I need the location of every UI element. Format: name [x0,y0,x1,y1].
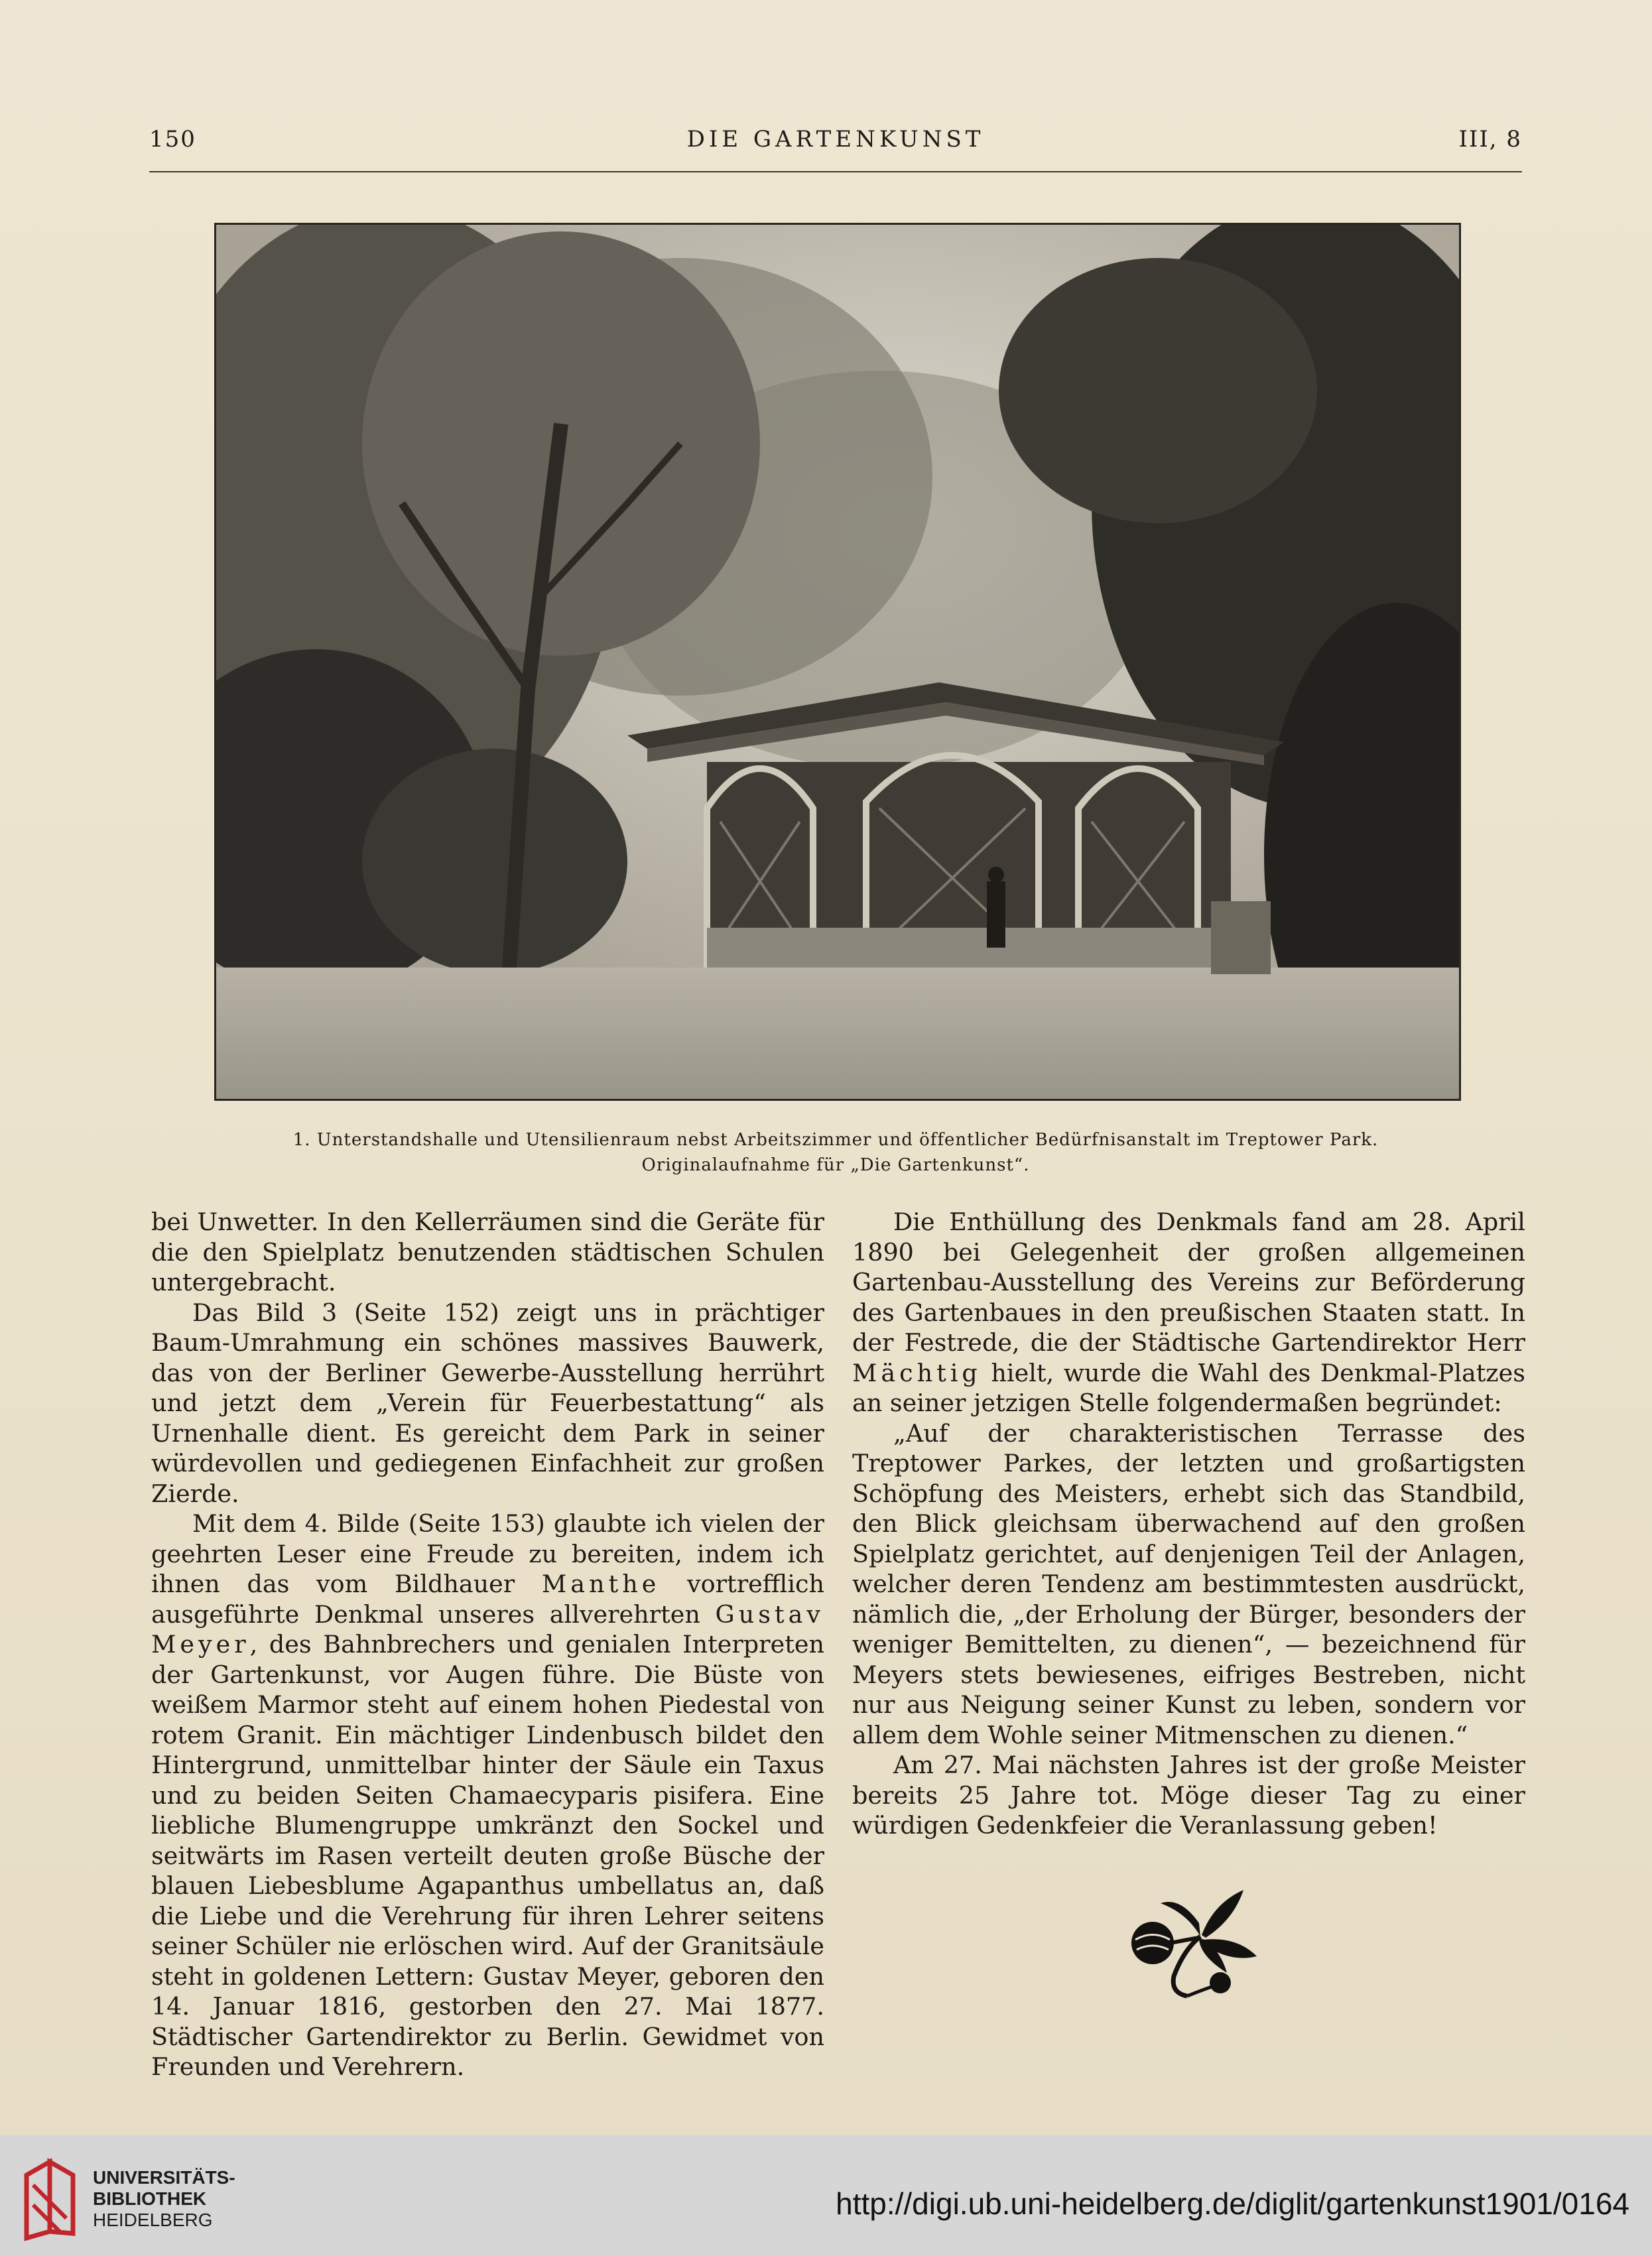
footer-bar [0,2135,1652,2256]
header-rule [149,171,1522,172]
left-p3-part-b: vortrefflich ausgeführte Denkmal unseres allverehrten [151,1570,824,1629]
left-paragraph-2: Das Bild 3 (Seite 152) zeigt uns in prächtiger Baum-Umrahmung ein schönes massives Bauwerk, das von der Berliner Gewerbe-Ausstellung herrührt und jetzt dem „Verein für Feuerbestattung“ als Urnenhalle dient. Es gereicht dem Park in seiner würdevollen und gediegenen Einfachheit zur großen Zierde. [151,1298,824,1508]
right-p1-part-a: Die Enthüllung des Denkmals fand am 28. April 1890 bei Gelegenheit der großen allgemeinen Gartenbau-Ausstellung des Vereins zur Beförderung des Gartenbaues in den preußischen Staaten statt. In der Festrede, die der Städtische Gartendirektor Herr [852,1208,1525,1357]
source-url-link[interactable]: http://digi.ub.uni-heidelberg.de/diglit/gartenkunst1901/0164 [836,2186,1629,2221]
photo-illustration [216,225,1459,1099]
left-p3-part-c: , des Bahnbrechers und genialen Interpreten der Gartenkunst, vor Augen führe. Die Büste von weißem Marmor steht auf einem hohen Piedestal von rotem Granit. Ein mächtiger Lindenbusch bildet den Hintergrund, unmittelbar hinter der Säule ein Taxus und zu beiden Seiten Chamaecyparis pisifera. Eine liebliche Blumengruppe umkränzt den Sockel und seitwärts im Rasen verteilt deuten große Büsche der blauen Liebesblume Agapanthus umbellatus an, daß die Liebe und die Verehrung für ihren Lehrer seitens seiner Schüler nie erlöschen wird. Auf der Granitsäule steht in goldenen Lettern: Gustav Meyer, geboren den 14. Januar 1816, gestorben den 27. Mai 1877. Städtischer Gartendirektor zu Berlin. Gewidmet von Freunden und Verehrern. [151,1630,824,2081]
right-p1-part-b: hielt, wurde die Wahl des Denkmal-Platzes an seiner jetzigen Stelle folgendermaßen begründet: [852,1358,1525,1417]
caption-line-2: Originalaufnahme für „Die Gartenkunst“. [641,1155,1030,1175]
volume-number: III, 8 [1458,126,1522,153]
left-paragraph-1: bei Unwetter. In den Kellerräumen sind die Geräte für die den Spielplatz benutzenden städtischen Schulen untergebracht. [151,1208,824,1296]
left-column [151,1207,824,2082]
library-logo-icon [20,2155,80,2241]
library-line-1: UNIVERSITÄTS- [93,2167,235,2188]
library-line-2: BIBLIOTHEK [93,2188,207,2209]
left-paragraph-3 [151,1509,824,2082]
journal-title: DIE GARTENKUNST [686,126,985,153]
figure-caption [214,1127,1457,1178]
sculptor-name: Manthe [541,1570,661,1598]
caption-line-1: 1. Unterstandshalle und Utensilienraum nebst Arbeitszimmer und öffentlicher Bedürfnisanstalt im Treptower Park. [292,1130,1379,1150]
honoree-name: Gustav Meyer [151,1599,824,1659]
right-paragraph-1 [852,1207,1525,1418]
right-column [852,1207,1525,1841]
library-name [93,2167,235,2231]
right-paragraph-2: „Auf der charakteristischen Terrasse des Treptower Parkes, der letzten und großartigsten Schöpfung des Meisters, erhebt sich das Standbild, den Blick gleichsam überwachend auf den großen Spielplatz gerichtet, auf denjenigen Teil der Anlagen, welcher deren Tendenz am bestimmtesten ausdrückt, nämlich die, „der Erholung der Bürger, besonders der weniger Bemittelten, zu dienen“, — bezeichnend für Meyers stets bewiesenes, eifriges Bestreben, nicht nur aus Neigung seiner Kunst zu leben, sondern vor allem dem Wohle seiner Mitmenschen zu dienen.“ [852,1418,1525,1749]
left-p3-part-a: Mit dem 4. Bilde (Seite 153) glaubte ich vielen der geehrten Leser eine Freude zu bereiten, indem ich ihnen das vom Bildhauer [151,1509,824,1598]
page-header [149,126,1522,166]
park-pavilion-photo [214,223,1461,1101]
library-line-3: HEIDELBERG [93,2210,213,2230]
right-paragraph-3: Am 27. Mai nächsten Jahres ist der große Meister bereits 25 Jahre tot. Möge dieser Tag zu einer würdigen Gedenkfeier die Veranlassung geben! [852,1751,1525,1840]
page-number: 150 [149,126,196,153]
flower-ornament-icon [1121,1857,1267,2009]
director-name: Mächtig [852,1358,982,1387]
